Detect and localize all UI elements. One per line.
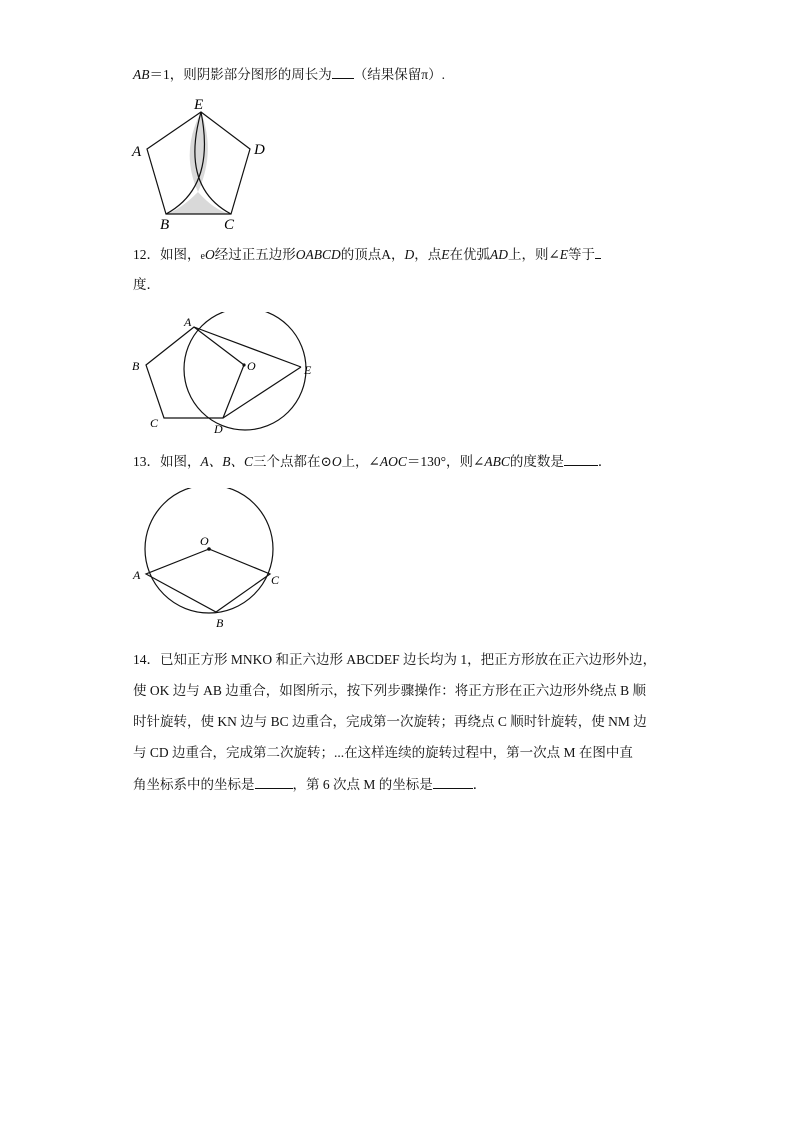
shaded-lens: [190, 112, 208, 192]
q14-answer-blank-1[interactable]: [255, 774, 293, 789]
q14-line4: [133, 743, 633, 763]
label-a: A: [184, 315, 192, 329]
q12-d: D: [404, 247, 415, 262]
label-b: B: [132, 359, 140, 373]
q13-answer-blank[interactable]: [564, 451, 598, 466]
q14-l5a: 角坐标系中的坐标是: [133, 777, 255, 792]
q11-text: [133, 64, 445, 85]
label-c: C: [271, 573, 280, 587]
q12-e2: E: [559, 247, 569, 262]
shaded-bottom-region: [166, 192, 230, 214]
q12-num: 12．如图，: [133, 247, 201, 262]
q14-answer-blank-2[interactable]: [433, 774, 473, 789]
quad-oabc: [146, 549, 270, 612]
q13-text: [133, 451, 611, 472]
q11-tail: （结果保留π）.: [353, 67, 445, 82]
label-d: D: [214, 422, 223, 436]
q13-abc: ABC: [484, 454, 510, 469]
label-a: A: [133, 568, 141, 582]
figure-circle-abc: [128, 488, 293, 633]
q11-answer-blank[interactable]: [332, 64, 354, 79]
label-b: B: [160, 217, 170, 233]
label-o: O: [200, 534, 209, 548]
label-e: E: [304, 363, 312, 377]
q12-t6: 等于: [568, 247, 596, 262]
label-a: A: [132, 144, 142, 160]
q14-line5: [133, 774, 486, 795]
q14-line3-text: 时针旋转，使 KN 边与 BC 边重合，完成第一次旋转；再绕点 C 顺时针旋转，使 NM 边: [133, 714, 647, 729]
q12-line2: 度．: [133, 277, 160, 292]
q11-ab: AB: [133, 67, 150, 82]
q13-t3: ＝130°，则∠: [406, 454, 485, 469]
q12-poly: OABCD: [295, 247, 341, 262]
q12-e: E: [441, 247, 450, 262]
q12-o: O: [204, 247, 215, 262]
q13-end: ．: [597, 454, 612, 469]
q12-t4: 在优弧: [449, 247, 490, 262]
q14-line3: [133, 712, 647, 732]
q13-t2: 上，∠: [341, 454, 380, 469]
q14-line1-text: 14．已知正方形 MNKO 和正六边形 ABCDEF 边长均为 1，把正方形放在正六边形外边，: [133, 652, 657, 667]
center-dot: [242, 363, 245, 366]
q13-pts: A、B、C: [200, 454, 253, 469]
label-b: B: [216, 616, 224, 630]
q14-line1: [133, 650, 656, 670]
q13-t1: 三个点都在⊙: [253, 454, 332, 469]
label-o: O: [247, 359, 256, 373]
q12-answer-blank[interactable]: [595, 244, 601, 259]
label-d: D: [254, 142, 265, 158]
q12-t5: 上，则∠: [507, 247, 560, 262]
q12-text-line1: [133, 244, 601, 267]
q12-arc: AD: [489, 247, 508, 262]
figure-pentagon-lens: [128, 92, 278, 234]
q13-aoc: AOC: [379, 454, 407, 469]
q14-line4-text: 与 CD 边重合，完成第二次旋转；...在这样连续的旋转过程中，第一次点 M 在图中直: [133, 745, 633, 760]
label-c: C: [150, 416, 159, 430]
q12-t2: 的顶点A，: [340, 247, 405, 262]
q12-t1: 经过正五边形: [214, 247, 296, 262]
q14-line2: [133, 681, 646, 701]
q14-l5c: ．: [472, 777, 487, 792]
q14-l5b: ，第 6 次点 M 的坐标是: [292, 777, 433, 792]
label-c: C: [224, 217, 235, 233]
q11-eq: ＝1，则阴影部分图形的周长为: [149, 67, 332, 82]
q13-o: O: [331, 454, 342, 469]
q12-t3: ，点: [414, 247, 442, 262]
q12-circle-sym: e: [200, 251, 205, 262]
q12-text-line2: [133, 275, 160, 295]
figure-pentagon-circle: [128, 312, 328, 438]
q13-num: 13．如图，: [133, 454, 201, 469]
label-e: E: [194, 97, 204, 113]
q14-line2-text: 使 OK 边与 AB 边重合，如图所示，按下列步骤操作：将正方形在正六边形外绕点 B 顺: [133, 683, 647, 698]
q13-t4: 的度数是: [509, 454, 564, 469]
